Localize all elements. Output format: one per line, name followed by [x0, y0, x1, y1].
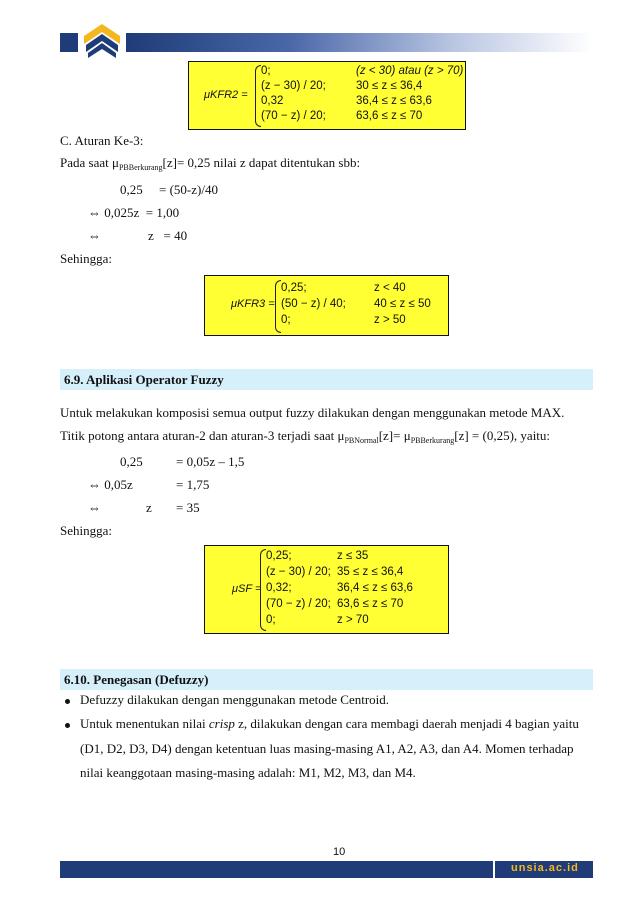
formula-row-value: 0,32	[261, 95, 284, 107]
rule3-sehingga: Sehingga:	[60, 251, 112, 266]
section69-sehingga: Sehingga:	[60, 523, 112, 538]
rule3-intro	[60, 155, 360, 176]
formula-label: μKFR3 =	[231, 298, 275, 310]
bullet2-a: Untuk menentukan nilai	[80, 716, 209, 731]
rule3-title: C. Aturan Ke-3:	[60, 133, 144, 148]
section69-para1: Untuk melakukan komposisi semua output fuzzy dilakukan dengan menggunakan metode MAX.	[60, 405, 565, 420]
section-heading-6-10	[60, 669, 593, 690]
footer-website: unsia.ac.id	[511, 862, 579, 874]
bullet-dot	[65, 699, 70, 704]
formula-row-value: 0,32;	[266, 582, 292, 594]
unsia-logo	[82, 22, 122, 60]
bullet2-crisp: crisp	[208, 716, 235, 731]
formula-row-value: (70 − z) / 20;	[266, 598, 331, 610]
formula-row-value: 0;	[281, 314, 291, 326]
rule3-step1: 0,25 = (50-z)/40	[120, 182, 218, 197]
section69-step3-symbol: ⇔	[88, 500, 101, 515]
section69-step1-right: = 0,05z – 1,5	[176, 454, 245, 469]
section610-bullet2-line3: nilai keanggotaan masing-masing adalah: M1, M2, M3, dan M4.	[80, 765, 416, 780]
formula-row-condition: 40 ≤ z ≤ 50	[374, 298, 431, 310]
section610-bullet2-line2: (D1, D2, D3, D4) dengan ketentuan luas masing-masing A1, A2, A3, dan A4. Momen terhadap	[80, 741, 574, 756]
formula-label: μSF =	[232, 583, 262, 595]
formula-row-value: (70 − z) / 20;	[261, 110, 326, 122]
para2-b: [z]= μ	[378, 428, 411, 443]
section69-para2	[60, 428, 550, 449]
formula-row-value: (z − 30) / 20;	[266, 566, 331, 578]
formula-box-kfr2	[188, 61, 466, 130]
rule3-step3-symbol: ⇔	[88, 228, 101, 243]
formula-label: μKFR2 =	[204, 89, 248, 101]
formula-row-condition: 36,4 ≤ z ≤ 63,6	[356, 95, 432, 107]
bullet-dot	[65, 723, 70, 728]
rule3-intro-b: [z]= 0,25 nilai z dapat ditentukan sbb:	[162, 155, 361, 170]
bullet2-c: z, dilakukan dengan cara membagi daerah menjadi 4 bagian yaitu	[234, 716, 579, 731]
formula-row-condition: z > 70	[337, 614, 369, 626]
formula-row-value: 0,25;	[266, 550, 292, 562]
rule3-intro-a: Pada saat μ	[60, 155, 119, 170]
rule3-step3-value: z = 40	[148, 228, 188, 243]
formula-row-condition: z ≤ 35	[337, 550, 369, 562]
rule3-step2: ⇔ 0,025z = 1,00	[88, 205, 180, 220]
section610-bullet1: Defuzzy dilakukan dengan menggunakan metode Centroid.	[80, 692, 390, 707]
formula-row-condition: 30 ≤ z ≤ 36,4	[356, 80, 423, 92]
formula-box-kfr3	[204, 275, 449, 336]
section69-step3-right: = 35	[176, 500, 200, 515]
section-title: 6.9. Aplikasi Operator Fuzzy	[64, 372, 224, 387]
formula-row-condition: 63,6 ≤ z ≤ 70	[337, 598, 404, 610]
page-number: 10	[333, 846, 346, 858]
section69-step2-right: = 1,75	[176, 477, 210, 492]
para2-sub2: PBBerkurang	[410, 436, 455, 445]
para2-sub1: PBNormal	[344, 436, 379, 445]
formula-row-value: 0,25;	[281, 282, 307, 294]
section610-bullet2-line1	[80, 716, 593, 732]
section-heading-6-9	[60, 369, 593, 390]
section69-step1-left: 0,25	[120, 454, 143, 469]
formula-row-value: 0;	[266, 614, 276, 626]
footer-website-box	[495, 861, 593, 878]
header-gradient-bar	[126, 33, 593, 52]
formula-row-condition: 35 ≤ z ≤ 36,4	[337, 566, 404, 578]
section69-step3-var: z	[146, 500, 152, 515]
formula-row-value: (z − 30) / 20;	[261, 80, 326, 92]
formula-row-condition: 63,6 ≤ z ≤ 70	[356, 110, 423, 122]
formula-row-condition: 36,4 ≤ z ≤ 63,6	[337, 582, 413, 594]
formula-row-condition: z < 40	[374, 282, 406, 294]
para2-a: Titik potong antara aturan-2 dan aturan-3 terjadi saat μ	[60, 428, 345, 443]
footer-bar	[60, 861, 493, 878]
rule3-intro-sub: PBBerkurang	[118, 163, 163, 172]
section69-step2-left: ⇔ 0,05z	[88, 477, 133, 492]
header-block-dark	[60, 33, 78, 52]
formula-row-value: (50 − z) / 40;	[281, 298, 346, 310]
formula-row-value: 0;	[261, 65, 271, 77]
section-title: 6.10. Penegasan (Defuzzy)	[64, 672, 209, 687]
formula-row-condition: z > 50	[374, 314, 406, 326]
formula-row-condition: (z < 30) atau (z > 70)	[356, 65, 464, 77]
para2-c: [z] = (0,25), yaitu:	[454, 428, 551, 443]
formula-box-sf	[204, 545, 449, 634]
